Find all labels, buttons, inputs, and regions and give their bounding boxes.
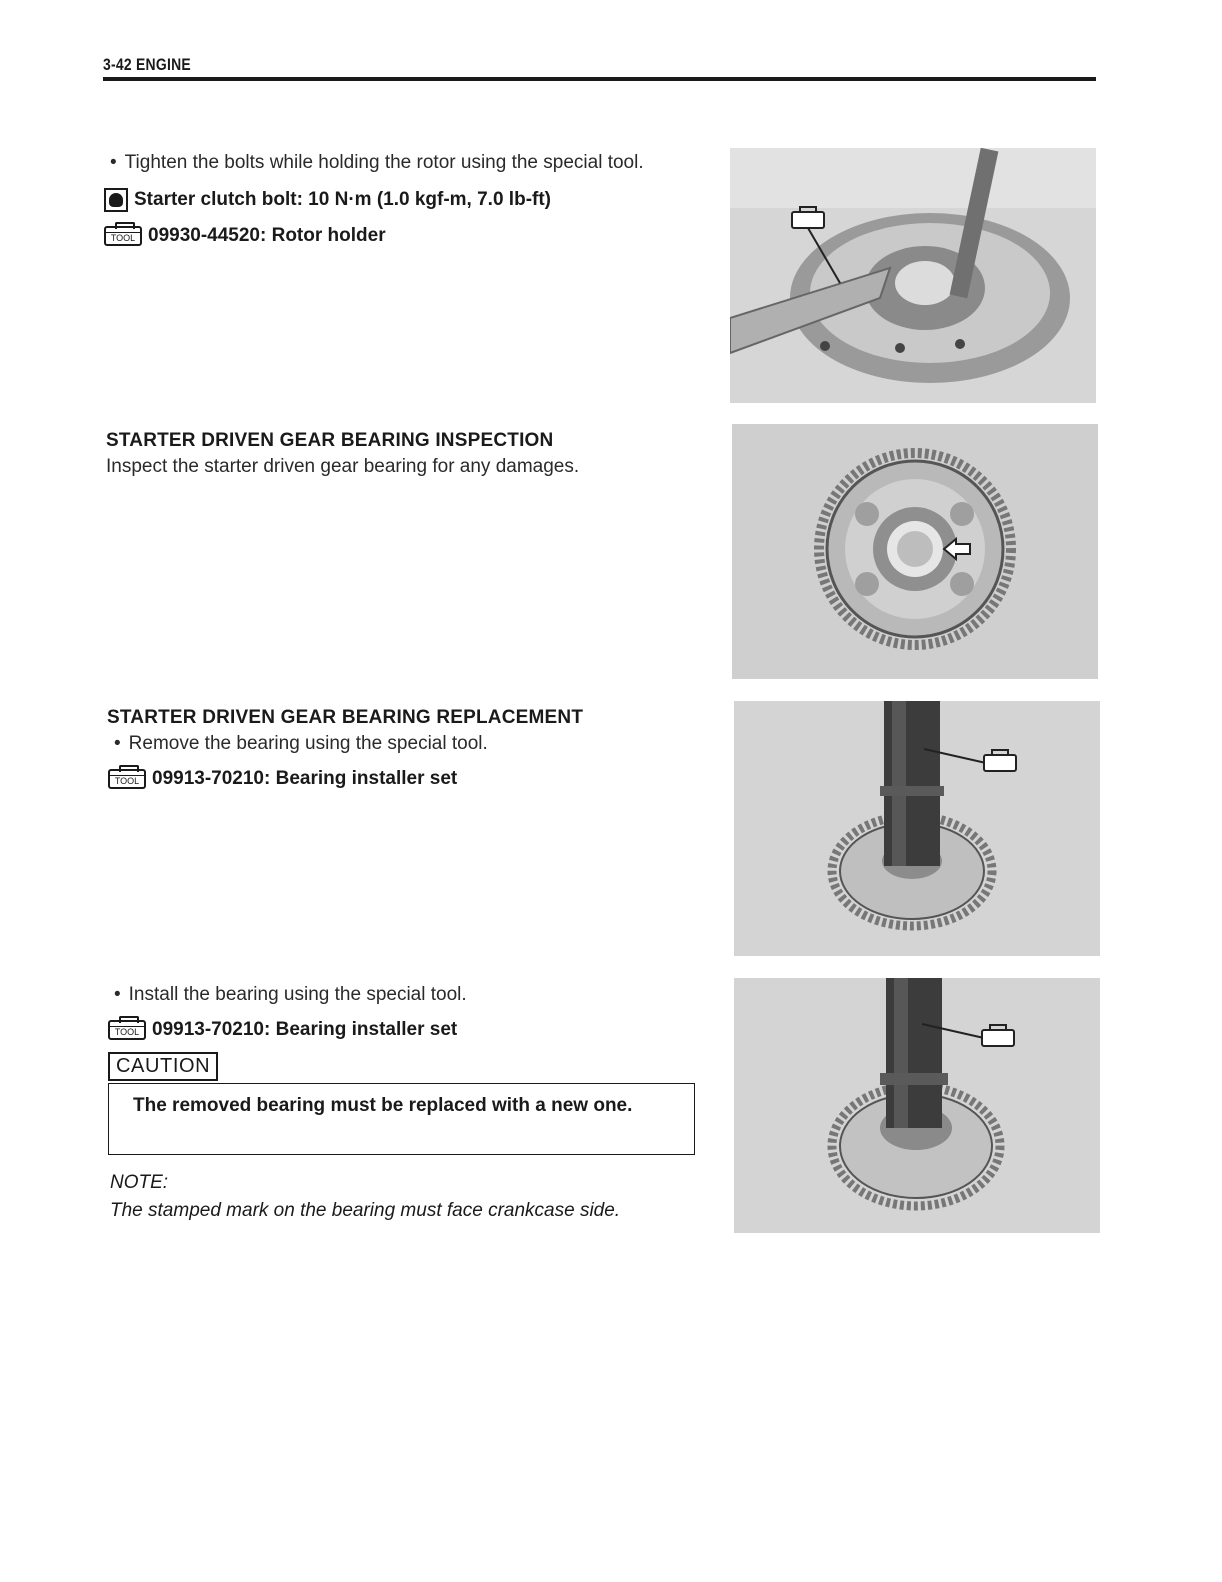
replacement-heading: STARTER DRIVEN GEAR BEARING REPLACEMENT [107,707,584,728]
replacement-tool-spec [108,768,457,790]
special-tool-icon: TOOL [108,769,146,789]
install-tool-spec [108,1019,457,1041]
torque-spec-text: Starter clutch bolt: 10 N·m (1.0 kgf-m, 7.0 lb-ft) [134,189,551,210]
page-header-label: 3-42 ENGINE [103,55,191,74]
bearing-inspection-photo [732,424,1098,679]
rotor-tool-text: 09930-44520: Rotor holder [148,225,386,246]
inspection-heading: STARTER DRIVEN GEAR BEARING INSPECTION [106,430,554,451]
bearing-removal-photo [734,701,1100,956]
special-tool-icon: TOOL [104,226,142,246]
header-rule [103,77,1096,81]
install-tool-text: 09913-70210: Bearing installer set [152,1019,458,1040]
rotor-holder-photo [730,148,1096,403]
note-title: NOTE: [110,1172,169,1193]
note-text: The stamped mark on the bearing must face crankcase side. [110,1200,621,1221]
special-tool-icon: TOOL [108,1020,146,1040]
bearing-installation-photo [734,978,1100,1233]
caution-text: The removed bearing must be replaced with a new one. [133,1095,633,1116]
replacement-bullet: • Remove the bearing using the special tool. [114,733,488,755]
torque-spec [104,188,551,212]
inspection-text: Inspect the starter driven gear bearing for any damages. [106,456,580,477]
install-bullet: • Install the bearing using the special tool. [114,984,467,1006]
caution-label: CAUTION [108,1052,218,1081]
caution-box [108,1083,695,1155]
rotor-bullet: • Tighten the bolts while holding the rotor using the special tool. [110,152,644,174]
rotor-tool-spec [104,225,386,247]
replacement-tool-text: 09913-70210: Bearing installer set [152,768,458,789]
torque-wrench-icon [104,188,128,212]
